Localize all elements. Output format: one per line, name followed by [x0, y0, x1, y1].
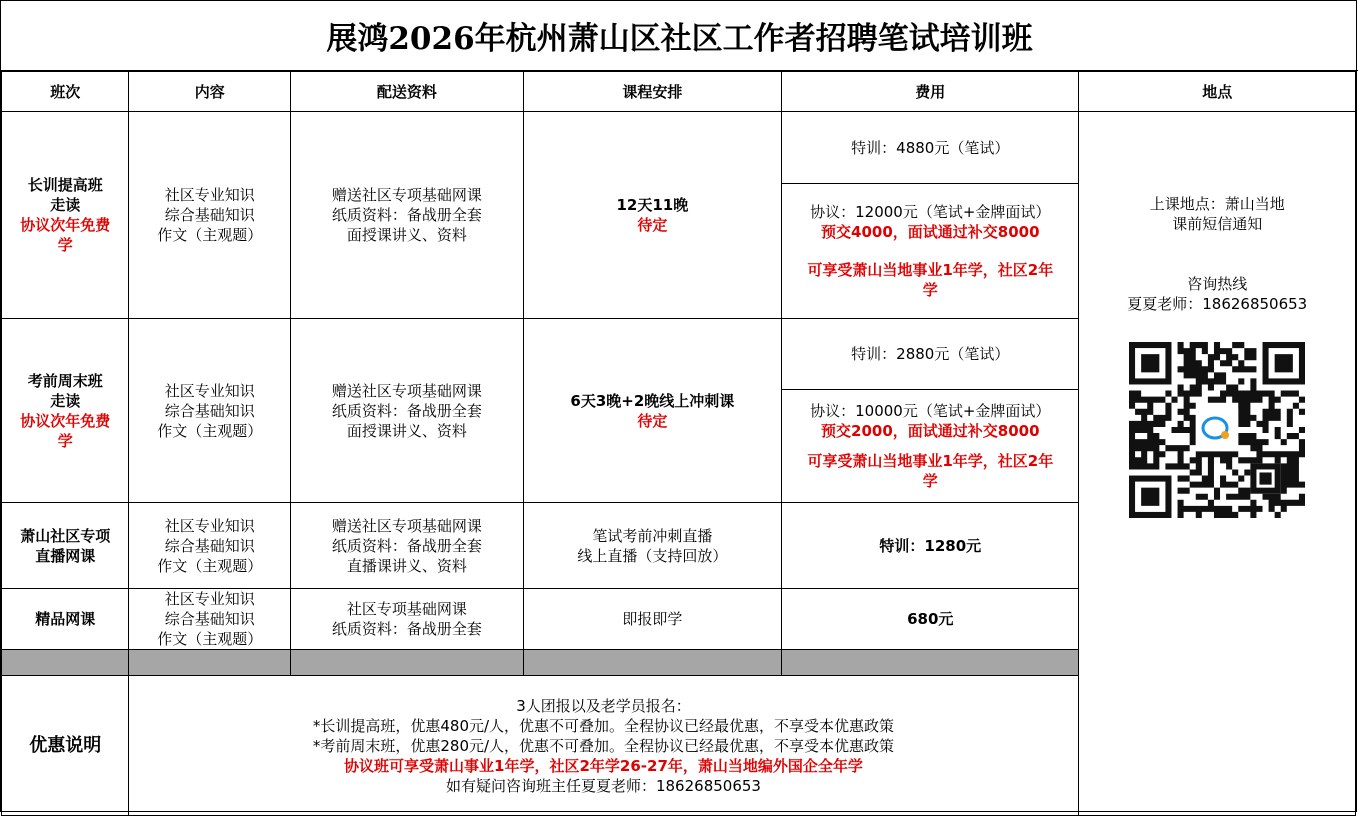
class-name-cell: [2, 503, 129, 589]
schedule-cell: [523, 319, 781, 503]
schedule-cell: [523, 112, 781, 319]
separator-cell: [129, 650, 291, 676]
table-row: [2, 112, 1356, 184]
location-place: 上课地点：萧山当地: [1149, 195, 1285, 213]
fee-special: 特训：4880元（笔试）: [782, 112, 1079, 184]
content-cell: [129, 589, 291, 650]
class-note: 协议次年免费: [20, 216, 111, 234]
schedule-note: 待定: [637, 216, 668, 234]
schedule-cell: [523, 503, 781, 589]
content-item: 作文（主观题）: [157, 630, 263, 648]
class-note: 协议次年免费: [20, 411, 111, 430]
page-title: 展鸿2026年杭州萧山区社区工作者招聘笔试培训班: [1, 1, 1358, 71]
content-item: 综合基础知识: [164, 610, 255, 628]
header-content: 内容: [129, 72, 291, 112]
fee-bonus: 可享受萧山当地事业1年学，社区2年: [807, 261, 1054, 279]
header-schedule: 课程安排: [523, 72, 781, 112]
discount-line: 3人团报以及老学员报名：: [516, 696, 691, 715]
separator-cell: [782, 650, 1079, 676]
course-table: [1, 71, 1356, 816]
content-item: 综合基础知识: [164, 536, 255, 555]
content-item: 社区专业知识: [164, 186, 255, 204]
fee-agreement-cell: [782, 184, 1079, 319]
fee-agreement: 协议：10000元（笔试+金牌面试）: [810, 402, 1051, 420]
content-item: 社区专业知识: [164, 516, 255, 535]
class-name: 精品网课: [2, 589, 129, 650]
contact-info: 夏夏老师：18626850653: [1127, 295, 1308, 313]
fee-bonus: 可享受萧山当地事业1年学，社区2年: [807, 452, 1054, 470]
schedule-text-cont: 线上直播（支持回放）: [577, 546, 728, 565]
wechat-qr-code-icon: [1129, 342, 1305, 518]
schedule-note: 待定: [637, 411, 668, 430]
materials-cell: [291, 112, 524, 319]
material-item: 赠送社区专项基础网课: [331, 516, 482, 535]
separator-cell: [2, 650, 129, 676]
discount-line: *考前周末班，优惠280元/人，优惠不可叠加。全程协议已经最优惠，不享受本优惠政策: [312, 736, 895, 755]
class-name: 萧山社区专项: [20, 526, 111, 545]
content-cell: [129, 503, 291, 589]
class-note-cont: 学: [57, 431, 73, 450]
materials-cell: [291, 589, 524, 650]
discount-cell: [129, 676, 1079, 816]
fee-cell: 680元: [782, 589, 1079, 650]
discount-line: *长训提高班，优惠480元/人，优惠不可叠加。全程协议已经最优惠，不享受本优惠政策: [312, 716, 895, 735]
material-item: 赠送社区专项基础网课: [331, 186, 482, 204]
materials-cell: [291, 503, 524, 589]
schedule-text: 6天3晚+2晚线上冲刺课: [570, 391, 735, 410]
location-notice: 课前短信通知: [1172, 215, 1263, 233]
class-name: 考前周末班: [27, 371, 103, 390]
class-mode: 走读: [50, 196, 81, 214]
class-mode: 直播网课: [35, 546, 96, 565]
discount-line: 如有疑问咨询班主任夏夏老师：18626850653: [445, 776, 761, 795]
fee-agreement-cell: [782, 390, 1079, 503]
materials-cell: [291, 319, 524, 503]
content-item: 作文（主观题）: [157, 556, 263, 575]
content-item: 作文（主观题）: [157, 226, 263, 244]
header-location: 地点: [1079, 72, 1356, 112]
fee-cell: 特训：1280元: [782, 503, 1079, 589]
content-cell: [129, 319, 291, 503]
class-name-cell: [2, 112, 129, 319]
content-item: 综合基础知识: [164, 401, 255, 420]
material-item: 面授课讲义、资料: [346, 226, 467, 244]
content-item: 综合基础知识: [164, 206, 255, 224]
discount-line-highlight: 协议班可享受萧山事业1年学，社区2年学26-27年，萧山当地编外国企全年学: [344, 756, 863, 775]
header-row: [2, 72, 1356, 112]
content-item: 作文（主观题）: [157, 421, 263, 440]
material-item: 赠送社区专项基础网课: [331, 381, 482, 400]
schedule-text: 12天11晚: [616, 196, 689, 214]
material-item: 面授课讲义、资料: [346, 421, 467, 440]
header-materials: 配送资料: [291, 72, 524, 112]
material-item: 纸质资料：备战册全套: [331, 206, 482, 224]
content-cell: [129, 112, 291, 319]
material-item: 纸质资料：备战册全套: [331, 536, 482, 555]
fee-bonus-cont: 学: [922, 472, 938, 490]
fee-bonus-cont: 学: [922, 281, 938, 299]
hotline-label: 咨询热线: [1187, 275, 1248, 293]
discount-label: 优惠说明: [2, 676, 129, 816]
schedule-text: 即报即学: [523, 589, 781, 650]
material-item: 纸质资料：备战册全套: [331, 401, 482, 420]
content-item: 社区专业知识: [164, 381, 255, 400]
material-item: 直播课讲义、资料: [346, 556, 467, 575]
separator-cell: [523, 650, 781, 676]
fee-deposit: 预交4000，面试通过补交8000: [821, 223, 1040, 241]
header-fee: 费用: [782, 72, 1079, 112]
schedule-text: 笔试考前冲刺直播: [592, 526, 713, 545]
fee-agreement: 协议：12000元（笔试+金牌面试）: [810, 203, 1051, 221]
class-name-cell: [2, 319, 129, 503]
header-class: 班次: [2, 72, 129, 112]
content-item: 社区专业知识: [164, 590, 255, 608]
fee-special: 特训：2880元（笔试）: [782, 319, 1079, 390]
separator-cell: [291, 650, 524, 676]
material-item: 社区专项基础网课: [346, 600, 467, 618]
class-note-cont: 学: [57, 236, 73, 254]
class-mode: 走读: [50, 391, 81, 410]
class-name: 长训提高班: [27, 176, 103, 194]
fee-deposit: 预交2000，面试通过补交8000: [821, 422, 1040, 440]
material-item: 纸质资料：备战册全套: [331, 620, 482, 638]
location-cell: [1079, 112, 1356, 816]
